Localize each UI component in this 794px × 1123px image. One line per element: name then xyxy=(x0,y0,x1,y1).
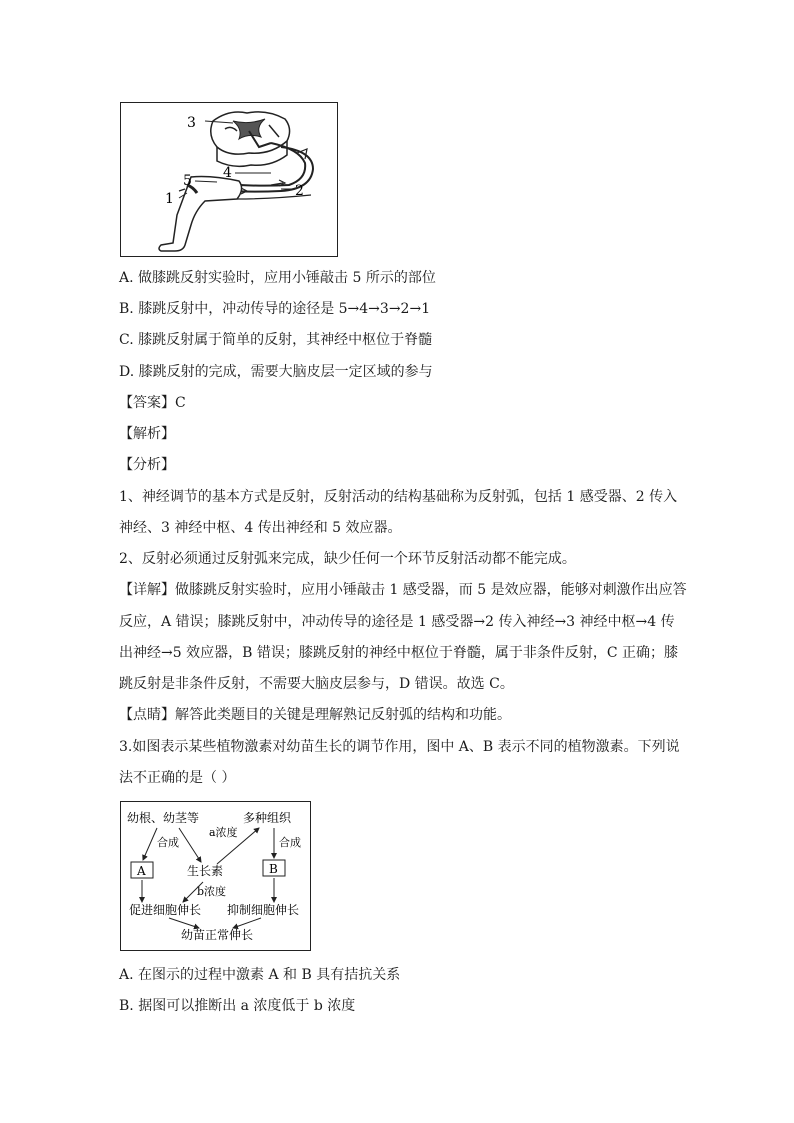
plant-hormone-diagram xyxy=(121,802,310,950)
q2-fenxi-title: 【分析】 xyxy=(119,457,175,473)
auxin-text: 生长素 xyxy=(187,864,224,878)
label-3: 3 xyxy=(187,115,196,131)
q2-analysis-title: 【解析】 xyxy=(119,426,175,442)
reflex-arc-drawing xyxy=(121,103,337,256)
q2-detail-line-3: 出神经→5 效应器，B 错误；膝跳反射的神经中枢位于脊髓，属于非条件反射，C 正确；膝 xyxy=(119,645,678,661)
b-concentration-text: b浓度 xyxy=(197,885,227,898)
q2-fenxi-line-1: 1、神经调节的基本方式是反射，反射活动的结构基础称为反射弧，包括 1 感受器、2 传入 xyxy=(119,489,678,505)
q2-answer: 【答案】C xyxy=(119,395,186,411)
label-1: 1 xyxy=(165,191,174,207)
label-4: 4 xyxy=(223,165,232,181)
reflex-arc-figure xyxy=(120,102,338,257)
q3-option-b: B. 据图可以推断出 a 浓度低于 b 浓度 xyxy=(119,998,356,1014)
q2-option-c: C. 膝跳反射属于简单的反射，其神经中枢位于脊髓 xyxy=(119,332,433,348)
synth-left-text: 合成 xyxy=(157,836,179,849)
q2-fenxi-line-3: 2、反射必须通过反射弧来完成，缺少任何一个环节反射活动都不能完成。 xyxy=(119,551,576,567)
source-left-text: 幼根、幼茎等 xyxy=(127,811,200,825)
label-5: 5 xyxy=(183,173,192,189)
q2-option-a: A. 做膝跳反射实验时，应用小锤敲击 5 所示的部位 xyxy=(119,270,436,286)
a-concentration-text: a浓度 xyxy=(209,826,238,839)
plant-hormone-figure xyxy=(120,801,311,951)
promote-text: 促进细胞伸长 xyxy=(129,903,202,917)
label-2: 2 xyxy=(295,183,304,199)
synth-right-text: 合成 xyxy=(279,836,301,849)
q3-stem-line-2: 法不正确的是（ ） xyxy=(119,770,236,786)
q2-option-b: B. 膝跳反射中，冲动传导的途径是 5→4→3→2→1 xyxy=(119,301,431,317)
box-b-label: B xyxy=(269,862,278,876)
spinal-cord-illustration xyxy=(211,112,290,166)
q3-option-a: A. 在图示的过程中激素 A 和 B 具有拮抗关系 xyxy=(119,967,401,983)
q2-detail-line-2: 反应，A 错误；膝跳反射中，冲动传导的途径是 1 感受器→2 传入神经→3 神经中枢→4 传 xyxy=(119,614,675,630)
q2-fenxi-line-2: 神经、3 神经中枢、4 传出神经和 5 效应器。 xyxy=(119,520,402,536)
inhibit-text: 抑制细胞伸长 xyxy=(227,903,300,917)
source-right-text: 多种组织 xyxy=(243,811,292,825)
q2-comment: 【点睛】解答此类题目的关键是理解熟记反射弧的结构和功能。 xyxy=(119,707,511,723)
q2-detail-line-1: 【详解】做膝跳反射实验时，应用小锤敲击 1 感受器，而 5 是效应器，能够对刺激作出应答 xyxy=(119,582,687,598)
q2-option-d: D. 膝跳反射的完成，需要大脑皮层一定区域的参与 xyxy=(119,364,433,380)
q3-stem-line-1: 3.如图表示某些植物激素对幼苗生长的调节作用，图中 A、B 表示不同的植物激素。下列说 xyxy=(119,739,680,755)
box-a-label: A xyxy=(137,864,146,878)
leg-illustration xyxy=(159,177,311,252)
q2-detail-line-4: 跳反射是非条件反射，不需要大脑皮层参与，D 错误。故选 C。 xyxy=(119,676,514,692)
normal-growth-text: 幼苗正常伸长 xyxy=(181,928,254,942)
